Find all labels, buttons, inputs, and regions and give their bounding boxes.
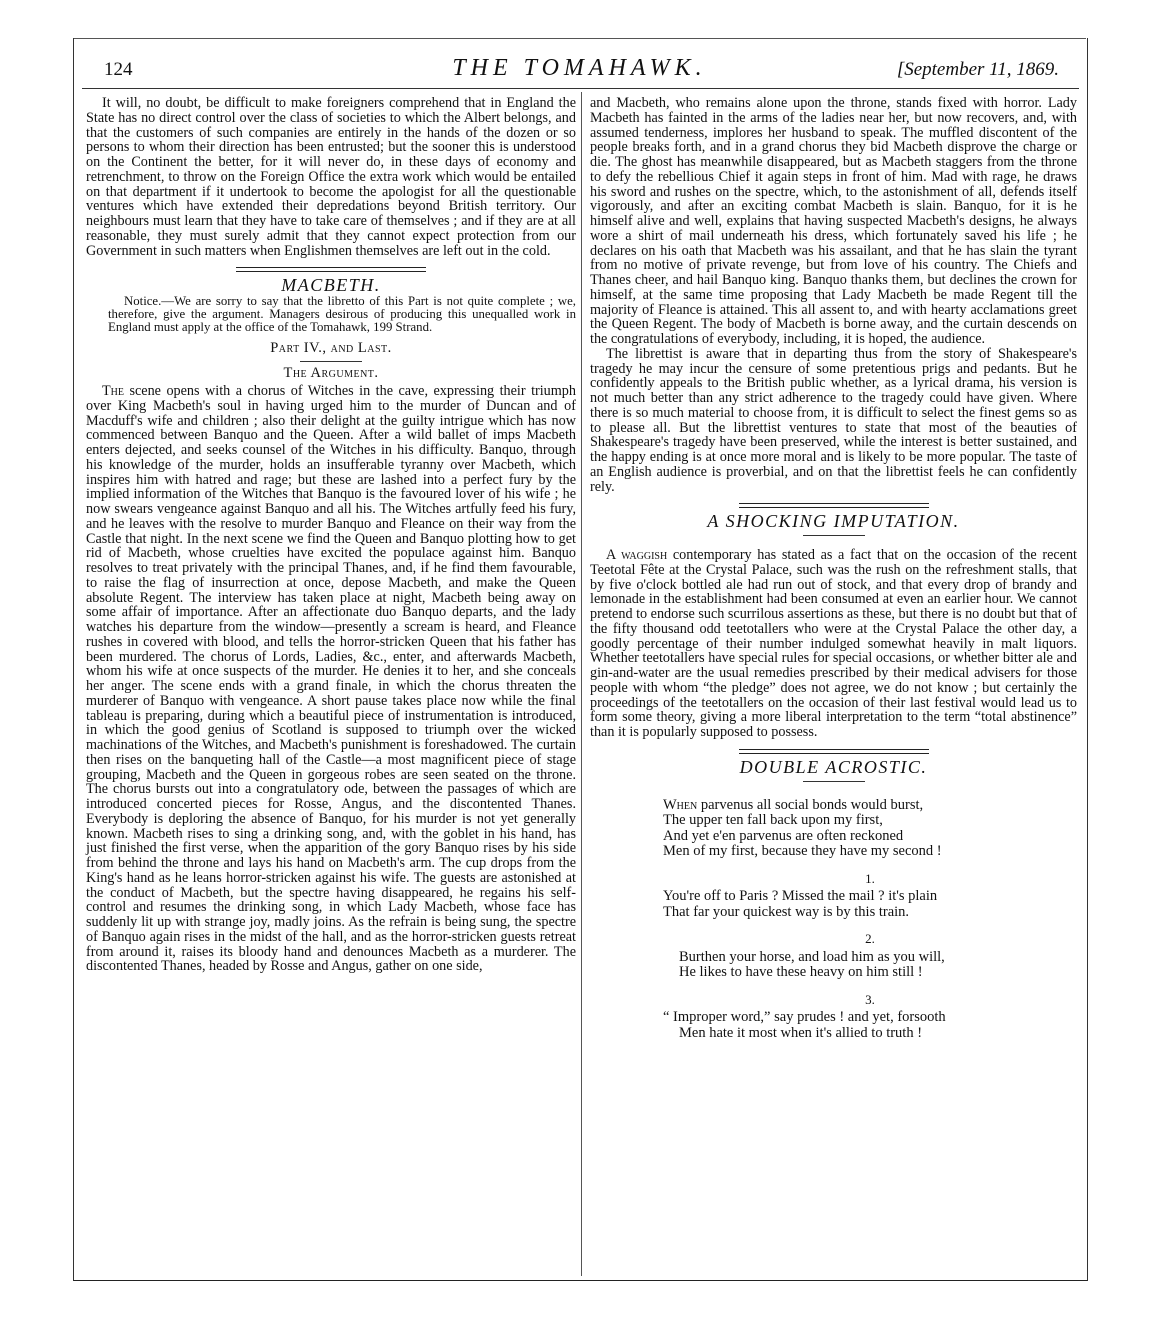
poem-line: The upper ten fall back upon my first, [663,812,883,828]
macbeth-notice: Notice.—We are sorry to say that the libretto of this Part is not quite complete ; we, therefore, give the argument. Managers desirous of producing this unequalled work in England must apply at the office of the Tomahawk, 199 Strand. [108,294,576,335]
macbeth-continuation-paragraph: and Macbeth, who remains alone upon the throne, stands fixed with horror. Lady Macbeth has fainted in the arms of the ladies near her, but now recovers, and, with assumed tenderness, implores her husband to speak. The muffled discontent of the people breaks forth, and in a grand chorus they bid Macbeth disprove the charge or die. The ghost has meanwhile disappeared, but as Macbeth staggers from the throne to defy the rebellious Chief it again steps in front of him. Mad with rage, he draws his sword and rushes on the spectre, which, to the astonishment of all, defends itself vigorously, and after an exciting combat Macbeth is slain. Banquo, for it is he himself alive and well, explains that having suspected Macbeth's designs, he always wore a shirt of mail underneath his dress, which fortunately saved his life ; he declares on his oath that Macbeth was his assailant, and that he has slain the tyrant from no motive of private revenge, but from love of his country. The Chiefs and Thanes cheer, and hail Banquo king. Banquo thanks them, but declines the crown for himself, at the same time proposing that Lady Macbeth be made Regent till the majority of Fleance is attained. This all assent to, and with hearty acclamations greet the Queen Regent. The body of Macbeth is borne away, and the curtain descends on the congratulations of everybody, including, it is hoped, the audience. [590,95,1077,347]
clue-number: 2. [865,931,875,946]
double-acrostic-heading: DOUBLE ACROSTIC. [739,756,928,777]
header-rule [82,88,1079,89]
shocking-imputation-paragraph [590,548,1077,740]
poem-line: And yet e'en parvenus are often reckoned [663,827,904,844]
poem-line-text: parvenus all social bonds would burst, [697,796,924,813]
poem-line: Men of my first, because they have my second ! [663,843,942,859]
shocking-text: contemporary has stated as a fact that on the occasion of the recent Teetotal Fête at the Crystal Palace, such was the rush on the refreshment stalls, that by five o'clock bottled ale had run out of stock, and that every drop of brandy and lemonade in the establishment had been consumed at even an earlier hour. We cannot pretend to endorse such scurrilous assertions as these, but there is no doubt but that of the fifty thousand odd teetotallers who were at the Crystal Palace the other day, a goodly percentage of their number indulged somewhat heavily in malt liquors. Whether teetotallers have special rules for special occasions, or whether bitter ale and gin-and-water are the usual remedies prescribed by their medical advisers for those people with whom “the pledge” does not agree, we do not know ; but certainly the proceedings of the teetotallers on the occasion of their last festival would lead us to form some theory, giving a more liberal interpretation to the term “total abstinence” than it is popularly supposed to possess. [590,547,1078,740]
clue-number: 3. [865,991,875,1007]
masthead-title: THE TOMAHAWK. [452,55,707,81]
short-rule [803,535,865,536]
section-divider [739,749,929,754]
section-divider [739,503,929,508]
poem-line: He likes to have these heavy on him still ! [679,964,923,980]
section-divider [236,267,426,272]
argument-paragraph [86,384,576,974]
argument-heading: The Argument. [283,365,379,382]
poem-line: Burthen your horse, and load him as you will, [679,948,945,965]
right-column [590,96,1077,1041]
poem-line: “ Improper word,” say prudes ! and yet, forsooth [663,1009,946,1025]
argument-text: scene opens with a chorus of Witches in the cave, expressing their triumph over King Macbeth's soul in having urged him to the murder of Duncan and of Macduff's wife and children ; also their delight at the guilty intrigue which has now commenced between Banquo and the Queen. After a wild ballet of imps Macbeth enters dejected, and seeks counsel of the Witches in his difficulty. Banquo, through his knowledge of the murder, holds an insufferable tyranny over Macbeth, which inspires him with hatred and rage; but these are lashed into a perfect fury by the implied information of the Witches that Banquo is the favoured lover of his wife ; he now swears vengeance against Banquo and all his. The Witches artfully feed his fury, and he leaves with the resolve to murder Banquo and Fleance on their way from the Castle that night. In the next scene we find the Queen and Banquo plotting how to get rid of Macbeth, whose cruelties have excited the populace against him. Banquo resolves to treat privately with the principal Thanes, and, if he find them favourable, to raise the flag of insurrection at once, depose Macbeth, and make the Queen absolute Regent. The interview has taken place at night, Macbeth being away on some affair of importance. After an affectionate duo Banquo departs, and the lady watches his departure from the window—presently a scream is heard, and Fleance rushes in covered with blood, and tells the horror-stricken Queen that his father has been murdered. The chorus of Lords, Ladies, &c., enter, and afterwards Macbeth, whom his wife at once suspects of the murder. He denies it to her, and she conceals her anger. The scene ends with a grand finale, in which the chorus threaten the murderer of Banquo with vengeance. A short pause takes place now while the final tableau is preparing, during which a beautiful piece of instrumentation is introduced, in which the good genius of Scotland is supposed to triumph over the wicked machinations of the Witches, and Macbeth's punishment is foreshadowed. The curtain then rises on the banqueting hall of the Castle—a most magnificent piece of stage grouping, Macbeth and the Queen in gorgeous robes are seen seated on the throne. The chorus bursts out into a congratulatory ode, between the passages of which are introduced concerted pieces for Rosse, Angus, and the discontented Thanes. Everybody is deploring the absence of Banquo, for his murder is not yet generally known. Macbeth rises to sing a drinking song, and, with the goblet in his hand, has just finished the first verse, when the apparition of the gory Banquo rises by his side from behind the throne and lays his hand on Macbeth's arm. The cup drops from the King's hand as he leans horror-stricken against his wife. The guests are astonished at the conduct of Macbeth, but the spectre having disappeared, he regains his self-control and resumes the drinking song, in which Lady Macbeth, whose face has suddenly lit up with strange joy, madly joins. As the refrain is being sung, the spectre of Banquo again rises in the midst of the hall, and as the horror-stricken guests retreat from around it, raises its bloody hand and denounces Macbeth as a murderer. The discontented Thanes, headed by Rosse and Angus, gather on one side, [86,383,576,975]
poem-line: That far your quickest way is by this train. [663,903,910,920]
poem-lead-word: When [663,796,698,813]
argument-lead-word: The [102,383,124,400]
short-rule [803,781,865,782]
macbeth-heading: MACBETH. [281,275,381,296]
part-heading: Part IV., and Last. [270,339,392,356]
clue-number: 1. [865,870,875,886]
librettist-paragraph: The librettist is aware that in departing thus from the story of Shakespeare's tragedy he may incur the censure of some pretentious prigs and pedants. But he confidently appeals to the British public whether, as a lyrical drama, his version is not much better than any strict adherence to the tragedy could have given. Where there is so much material to choose from, it is difficult to select the finest gems so as to please all. But the librettist ventures to state that most of the beauties of Shakespeare's tragedy have been preserved, while the interest is better sustained, and the happy ending is at once more moral and is likely to be more popular. The taste of an English audience is proverbial, and on that the librettist feels he can confidently rely. [590,345,1077,495]
column-separator [581,92,582,1276]
poem-line [663,798,1077,814]
left-column [86,96,576,974]
poem-line: Men hate it most when it's allied to truth ! [679,1024,923,1041]
poem-line: You're off to Paris ? Missed the mail ? it's plain [663,888,938,904]
page-header [82,55,1077,85]
shocking-lead-words: A waggish [606,547,668,563]
short-rule [300,361,362,362]
page-number: 124 [104,59,133,80]
shocking-imputation-heading: A SHOCKING IMPUTATION. [707,511,960,532]
issue-date: [September 11, 1869. [896,59,1059,80]
foreign-office-paragraph: It will, no doubt, be difficult to make foreigners comprehend that in England the State has no direct control over the class of societies to which the Albert belongs, and that the customers of such companies are entirely in the hands of the dozen or so persons to whom their direction has been entrusted; but the sooner this is understood on the Continent the better, for it will never do, in these days of economy and retrenchment, to throw on the Foreign Office the extra work which would be entailed on that department if it undertook to become the apologist for all the questionable ventures which have extended their depredations beyond British territory. Our neighbours must learn that they have to take care of themselves ; and if they are at all reasonable, they must surely admit that they cannot expect protection from our Government in such matters when Englishmen themselves are left out in the cold. [86,95,576,259]
acrostic-poem [663,798,1077,1042]
